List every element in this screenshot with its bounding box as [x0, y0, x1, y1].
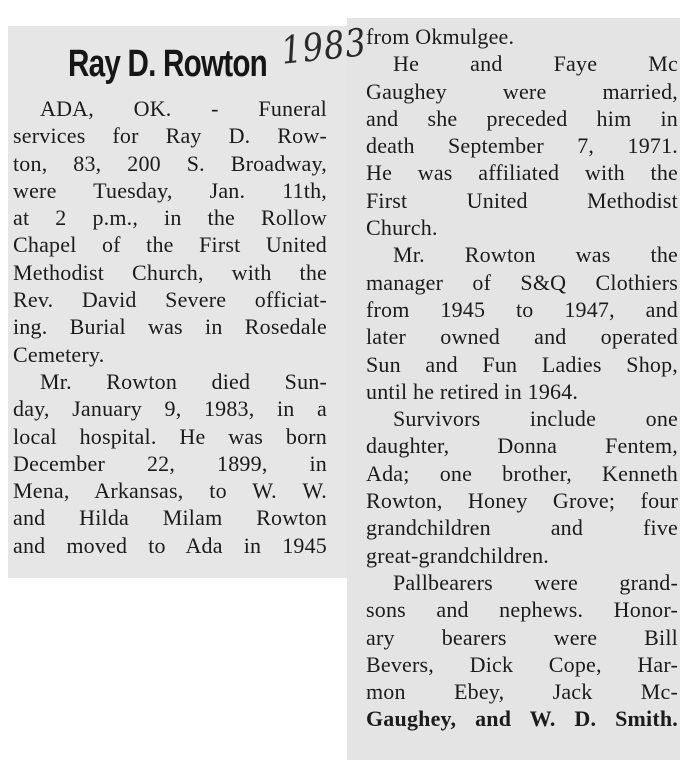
text-line: He and Faye Mc: [393, 51, 678, 77]
text-line: from 1945 to 1947, and: [366, 296, 678, 322]
text-line: daughter, Donna Fentem,: [366, 433, 678, 459]
text-line: Methodist Church, with the: [13, 259, 327, 285]
text-line: ADA, OK. - Funeral: [40, 96, 327, 121]
text-line: manager of S&Q Clothiers: [366, 269, 678, 295]
text-line: day, January 9, 1983, in a: [13, 396, 327, 422]
text-line: at 2 p.m., in the Rollow: [13, 205, 327, 231]
text-line: Church.: [366, 215, 438, 241]
text-line: First United Methodist: [366, 187, 678, 213]
text-line: December 22, 1899, in: [13, 450, 327, 476]
text-line: He was affiliated with the: [366, 160, 678, 186]
text-line: Rowton, Honey Grove; four: [366, 488, 678, 514]
text-line: sons and nephews. Honor-: [366, 597, 678, 623]
text-line: ing. Burial was in Rosedale: [13, 314, 327, 340]
text-line: Gaughey, and W. D. Smith.: [366, 706, 678, 732]
text-line: Survivors include one: [393, 406, 678, 432]
text-line: Bevers, Dick Cope, Har-: [366, 651, 678, 677]
text-line: and moved to Ada in 1945: [13, 532, 327, 558]
text-line: Chapel of the First United: [13, 232, 327, 258]
text-line: mon Ebey, Jack Mc-: [366, 679, 678, 705]
text-line: Mr. Rowton was the: [393, 242, 678, 268]
text-line: later owned and operated: [366, 324, 678, 350]
text-line: great-grandchildren.: [366, 542, 549, 568]
text-line: death September 7, 1971.: [366, 133, 678, 159]
text-line: grandchildren and five: [366, 515, 678, 541]
text-line: and Hilda Milam Rowton: [13, 505, 327, 531]
text-line: Ada; one brother, Kenneth: [366, 460, 678, 486]
text-line: services for Ray D. Row-: [13, 123, 327, 149]
text-line: ary bearers were Bill: [366, 624, 678, 650]
text-line: from Okmulgee.: [366, 24, 515, 49]
text-line: Mena, Arkansas, to W. W.: [13, 478, 327, 504]
obituary-right-column: [366, 23, 678, 733]
text-line: Gaughey were married,: [366, 78, 678, 104]
text-line: local hospital. He was born: [13, 423, 327, 449]
obituary-headline: Ray D. Rowton: [68, 43, 267, 85]
text-line: Cemetery.: [13, 341, 105, 367]
text-line: Mr. Rowton died Sun-: [40, 368, 327, 394]
text-line: until he retired in 1964.: [366, 378, 579, 404]
text-line: Sun and Fun Ladies Shop,: [366, 351, 678, 377]
text-line: were Tuesday, Jan. 11th,: [13, 177, 327, 203]
text-line: ton, 83, 200 S. Broadway,: [13, 150, 327, 176]
text-line: Pallbearers were grand-: [393, 569, 678, 595]
text-line: and she preceded him in: [366, 105, 678, 131]
handwritten-year-annotation: 1983: [279, 20, 369, 73]
text-line: Rev. David Severe officiat-: [13, 287, 327, 313]
obituary-left-column: [13, 95, 327, 559]
